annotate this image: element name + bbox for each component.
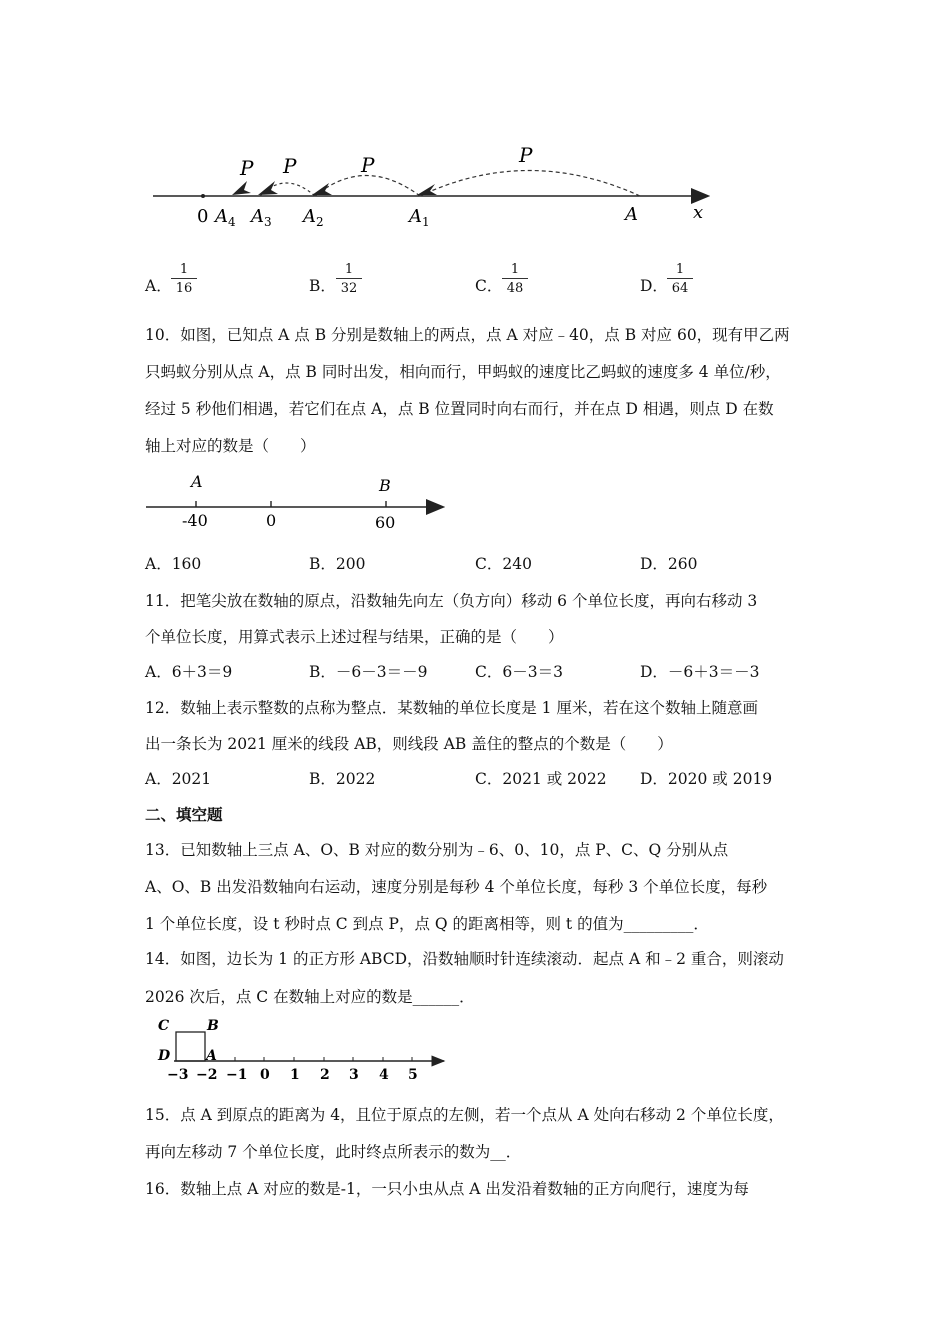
- q9-origin-dot: [201, 194, 205, 198]
- q9-label-p-4: P: [240, 156, 254, 180]
- section-fill-in-heading: 二、填空题: [145, 805, 223, 824]
- q9-option-c-fraction: [502, 262, 528, 296]
- q11-option-c[interactable]: C．6－3＝3: [475, 663, 563, 681]
- q11-line-1: 11．把笔尖放在数轴的原点，沿数轴先向左（负方向）移动 6 个单位长度，再向右移动 3: [145, 592, 758, 610]
- q10-label-b: B: [379, 476, 391, 495]
- q9-label-0: 0: [197, 206, 209, 227]
- q9-option-a-fraction: [171, 262, 197, 296]
- q10-tick-label-minus40: -40: [182, 511, 208, 530]
- q9-label-a: A: [625, 204, 638, 225]
- q11-option-a[interactable]: A．6＋3＝9: [145, 663, 233, 681]
- q10-tick-label-60: 60: [375, 513, 396, 532]
- q10-option-a[interactable]: A．160: [145, 555, 202, 573]
- q10-line-4: 轴上对应的数是（ ）: [145, 437, 316, 455]
- q9-arc-2: [315, 176, 420, 197]
- q9-option-b-den: 32: [340, 281, 358, 296]
- q14-tick-label: −2: [196, 1067, 218, 1083]
- q14-tick-label: 4: [379, 1067, 389, 1083]
- q11-option-d[interactable]: D．－6＋3＝－3: [640, 663, 760, 681]
- q15-line-1: 15．点 A 到原点的距离为 4，且位于原点的左侧，若一个点从 A 处向右移动 2 个单位长度，: [145, 1106, 784, 1124]
- q9-figure: [145, 140, 725, 235]
- q9-option-b-num: 1: [336, 262, 362, 279]
- q9-option-d-letter[interactable]: D．: [640, 277, 668, 295]
- q14-tick-label: 1: [290, 1067, 300, 1083]
- q9-option-c-num: 1: [502, 262, 528, 279]
- q9-label-a1: $A_1$: [409, 206, 430, 229]
- q15-line-2: 再向左移动 7 个单位长度，此时终点所表示的数为__．: [145, 1143, 522, 1161]
- q9-option-a-num: 1: [171, 262, 197, 279]
- q9-label-a3: $A_3$: [251, 206, 272, 229]
- q10-option-c[interactable]: C．240: [475, 555, 532, 573]
- q9-label-x: x: [693, 202, 704, 223]
- q9-arc-1: [420, 171, 640, 197]
- q10-line-2: 只蚂蚁分别从点 A，点 B 同时出发，相向而行，甲蚂蚁的速度比乙蚂蚁的速度多 4 单位/秒，: [145, 363, 781, 381]
- q13-line-1: 13．已知数轴上三点 A、O、B 对应的数分别为﹣6、0、10，点 P、C、Q 分别从点: [145, 841, 729, 859]
- q9-option-d-num: 1: [667, 262, 693, 279]
- q10-label-a: A: [191, 472, 203, 491]
- q9-option-c-den: 48: [506, 281, 524, 296]
- q12-option-d[interactable]: D．2020 或 2019: [640, 770, 773, 788]
- q10-option-d[interactable]: D．260: [640, 555, 698, 573]
- q9-option-a-letter[interactable]: A．: [145, 277, 172, 295]
- q11-option-b[interactable]: B．－6－3＝－9: [309, 663, 428, 681]
- q14-tick-label: 2: [320, 1067, 330, 1083]
- q10-figure: [140, 470, 460, 535]
- q14-line-2: 2026 次后，点 C 在数轴上对应的数是______．: [145, 988, 475, 1006]
- q14-label-c: C: [158, 1018, 170, 1034]
- q9-label-a2: $A_2$: [303, 206, 324, 229]
- q10-option-b[interactable]: B．200: [309, 555, 366, 573]
- q14-line-1: 14．如图，边长为 1 的正方形 ABCD，沿数轴顺时针连续滚动．起点 A 和﹣2 重合，则滚动: [145, 950, 784, 968]
- q9-label-p-1: P: [519, 143, 533, 167]
- q9-label-a4: $A_4$: [215, 206, 236, 229]
- q14-tick-label: 3: [349, 1067, 359, 1083]
- q10-line-1: 10．如图，已知点 A 点 B 分别是数轴上的两点，点 A 对应﹣40，点 B 对应 60，现有甲乙两: [145, 326, 790, 344]
- q11-line-2: 个单位长度，用算式表示上述过程与结果，正确的是（ ）: [145, 628, 564, 646]
- q9-option-b-letter[interactable]: B．: [309, 277, 336, 295]
- q9-label-p-2: P: [361, 153, 375, 177]
- q9-option-c-letter[interactable]: C．: [475, 277, 503, 295]
- q14-label-d: D: [158, 1048, 171, 1064]
- q9-option-d-den: 64: [671, 281, 689, 296]
- q10-line-3: 经过 5 秒他们相遇，若它们在点 A，点 B 位置同时向右而行，并在点 D 相遇，则点 D 在数: [145, 400, 774, 418]
- q13-line-2: A、O、B 出发沿数轴向右运动，速度分别是每秒 4 个单位长度，每秒 3 个单位长度，每秒: [145, 878, 768, 896]
- q14-label-b: B: [207, 1018, 219, 1034]
- q16-line-1: 16．数轴上点 A 对应的数是-1，一只小虫从点 A 出发沿着数轴的正方向爬行，速度为每: [145, 1180, 749, 1198]
- q14-figure: [150, 1012, 450, 1087]
- q9-label-p-3: P: [283, 154, 297, 178]
- q12-line-2: 出一条长为 2021 厘米的线段 AB，则线段 AB 盖住的整点的个数是（ ）: [145, 735, 673, 753]
- q12-option-a[interactable]: A．2021: [145, 770, 212, 788]
- q14-label-a: A: [206, 1048, 217, 1064]
- q14-tick-label: −3: [167, 1067, 189, 1083]
- q9-option-d-fraction: [667, 262, 693, 296]
- q10-tick-label-0: 0: [266, 511, 277, 530]
- q9-arrowhead-2: [312, 183, 332, 195]
- q14-tick-label: −1: [226, 1067, 248, 1083]
- q12-option-b[interactable]: B．2022: [309, 770, 376, 788]
- q14-tick-label: 5: [408, 1067, 418, 1083]
- q14-square-abcd: [176, 1032, 205, 1061]
- q9-option-b-fraction: [336, 262, 362, 296]
- q12-line-1: 12．数轴上表示整数的点称为整点．某数轴的单位长度是 1 厘米，若在这个数轴上随意画: [145, 699, 758, 717]
- q9-arrowhead-3: [258, 181, 278, 195]
- q12-option-c[interactable]: C．2021 或 2022: [475, 770, 607, 788]
- q9-arrowhead-4: [232, 181, 251, 195]
- q13-line-3: 1 个单位长度，设 t 秒时点 C 到点 P，点 Q 的距离相等，则 t 的值为_________．: [145, 915, 709, 933]
- q9-option-a-den: 16: [175, 281, 193, 296]
- q14-tick-label: 0: [260, 1067, 270, 1083]
